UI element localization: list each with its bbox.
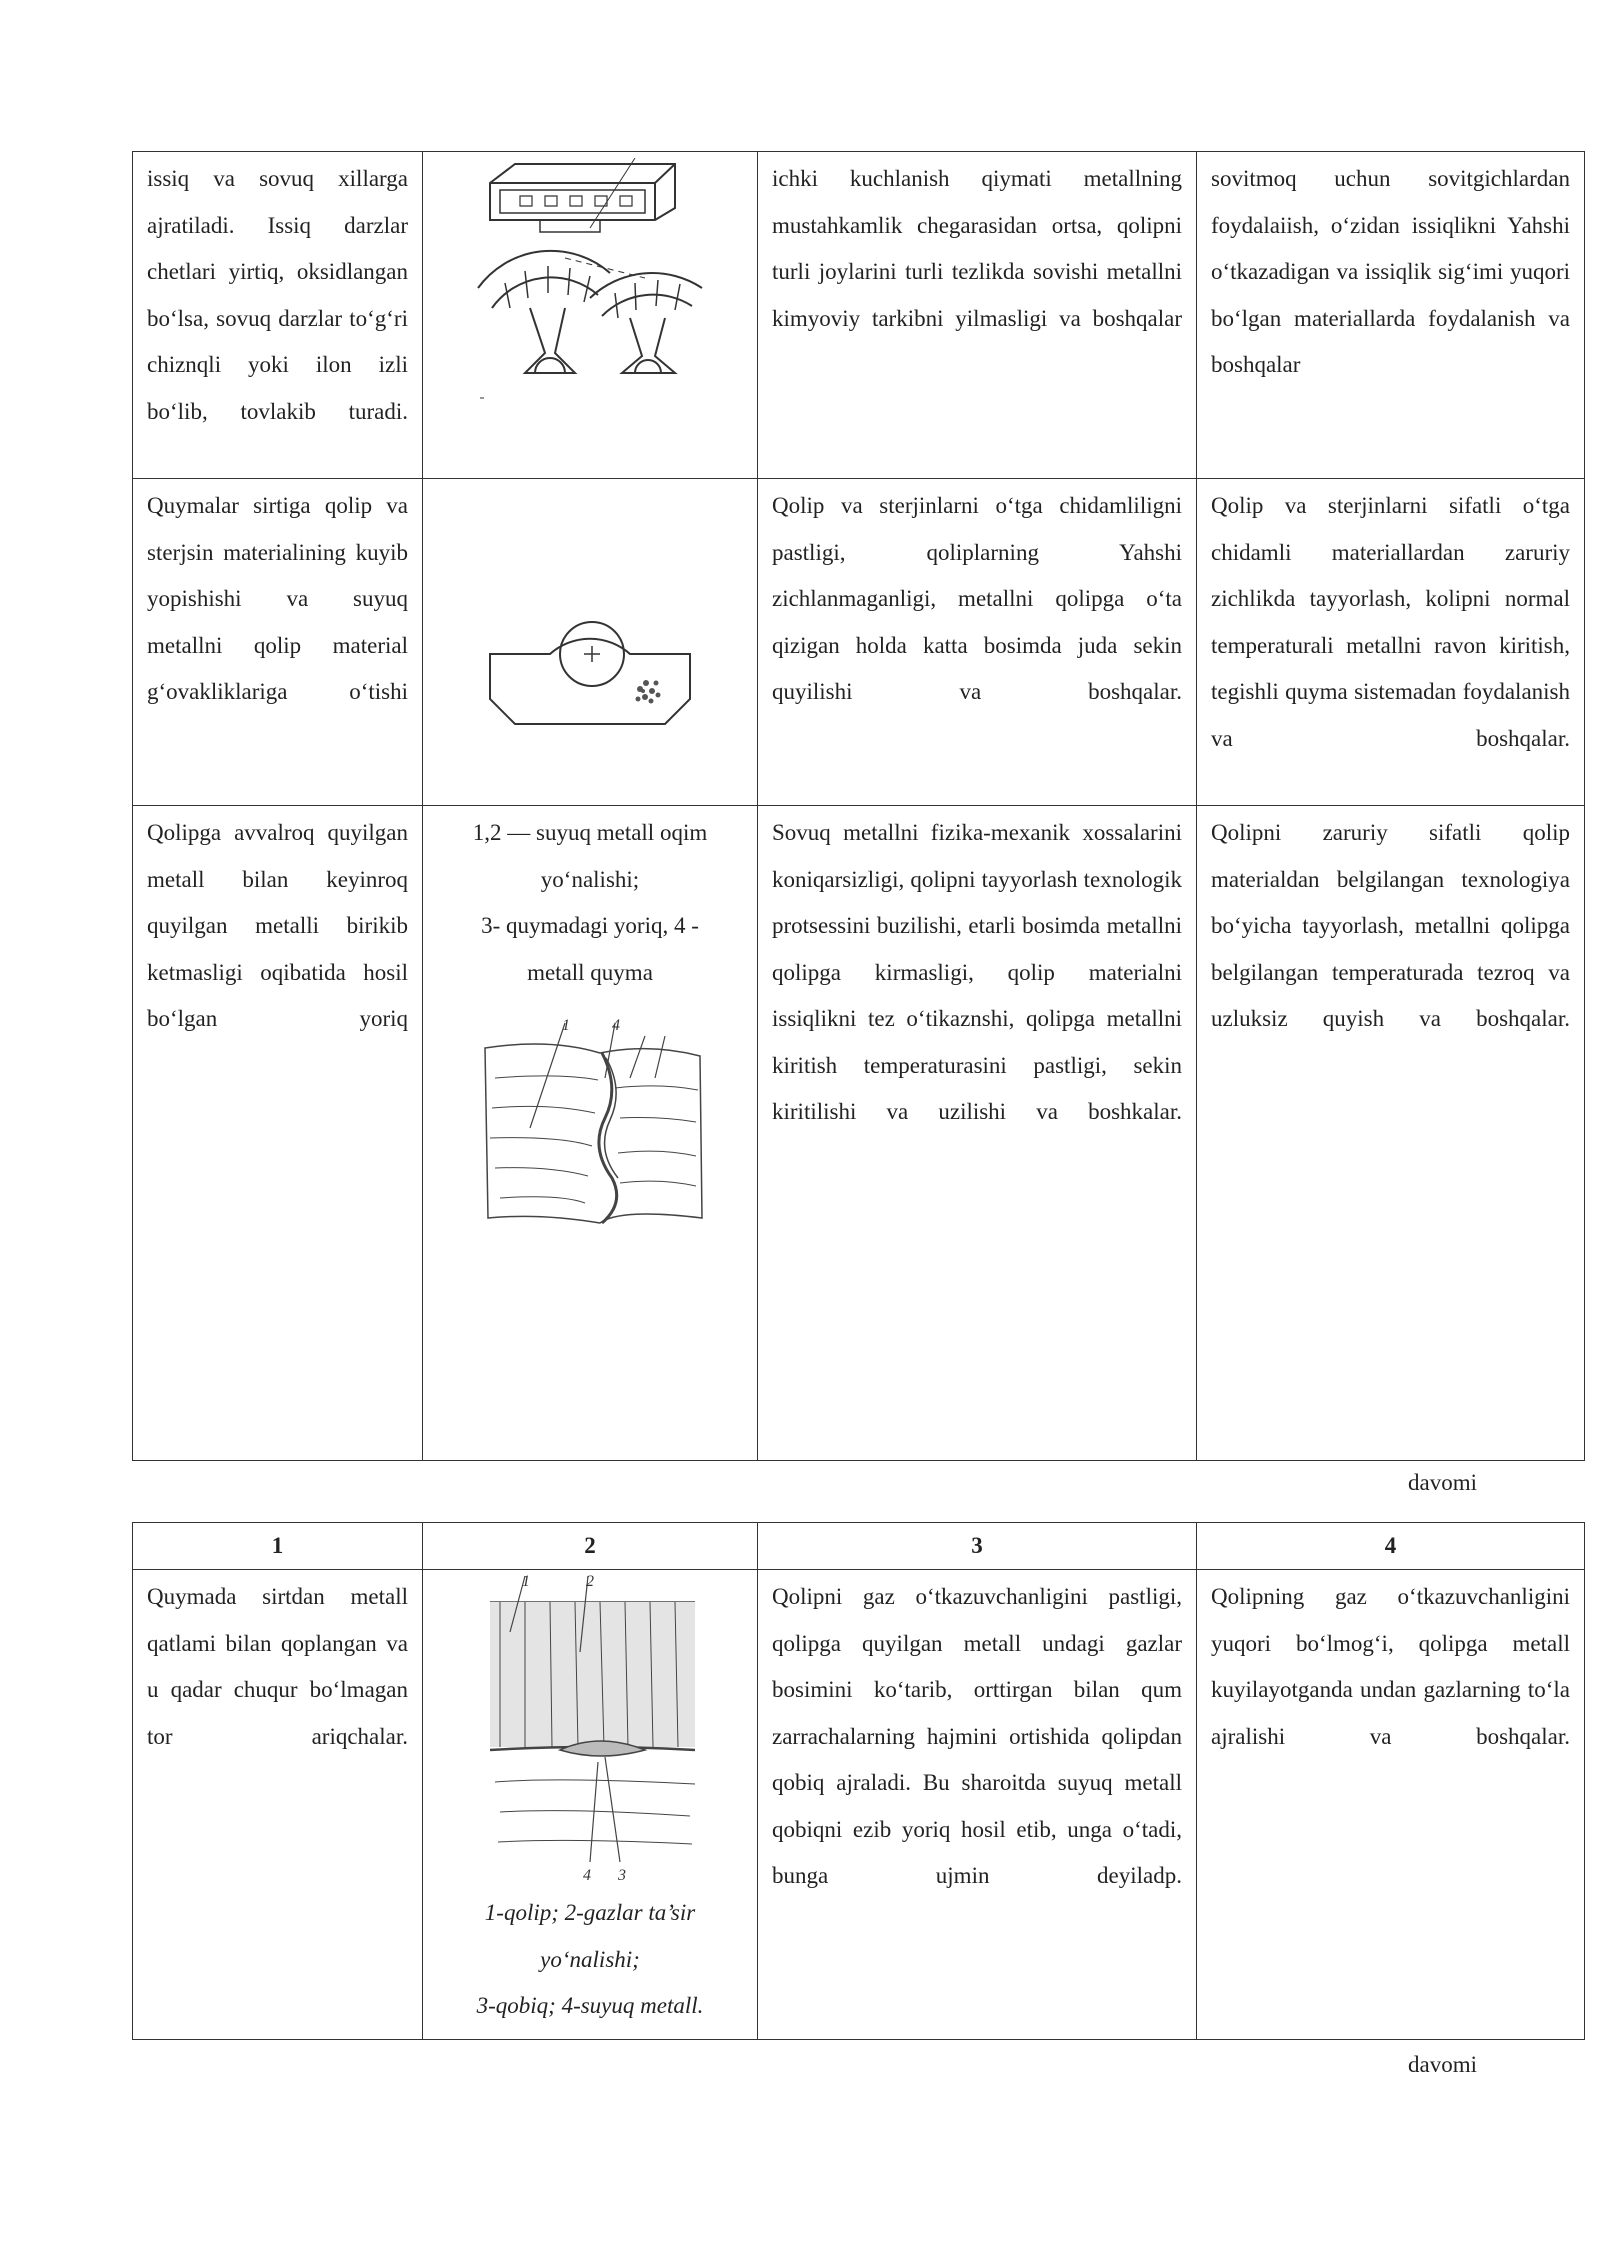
table-row xyxy=(133,479,1585,806)
figure-label: 1 xyxy=(522,1573,530,1590)
defects-table-part1 xyxy=(132,151,1585,1461)
scab-figure xyxy=(470,1572,710,1890)
figure-caption-line: yo‘nalishi; xyxy=(540,1946,640,1972)
figure-caption-line: yo‘nalishi; xyxy=(540,866,640,892)
defect-remedy-cell: Qolipning gaz o‘tkazuvchanligini yuqori bo‘lmog‘i, qolipga metall kuyilayotganda undan gazlarning to‘la ajralishi va boshqalar. xyxy=(1197,1570,1585,2040)
defect-cause-cell: Qolipni gaz o‘tkazuvchanligini pastligi, qolipga quyilgan metall undagi gazlar bosimini ko‘tarib, orttirgan bilan qum zarrachalarning hajmini ortishida qolipdan qobiq ajraladi. Bu sharoitda suyuq metall qobiqni ezib yoriq hosil etib, unga o‘tadi, bunga ujmin deyiladp. xyxy=(758,1570,1197,2040)
continuation-label: davomi xyxy=(1408,1470,1477,1495)
burn-on-figure xyxy=(480,579,700,729)
continuation-label: davomi xyxy=(1408,2052,1477,2077)
figure-label: 4 xyxy=(583,1867,591,1884)
table-row xyxy=(133,1570,1585,2040)
figure-caption-line: 3- quymadagi yoriq, 4 - xyxy=(481,913,699,938)
casting-crack-figure xyxy=(470,158,710,428)
figure-label: 2 xyxy=(586,1573,594,1590)
cold-shut-figure xyxy=(470,1018,710,1243)
figure-label: 3 xyxy=(618,1867,626,1884)
defect-remedy-cell: sovitmoq uchun sovitgichlardan foydalaiish, o‘zidan issiqlikni Yahshi o‘tkazadigan va issiqlik sig‘imi yuqori bo‘lgan materiallarda foydalanish va boshqalar xyxy=(1197,152,1585,479)
defect-description-cell: issiq va sovuq xillarga ajratiladi. Issiq darzlar chetlari yirtiq, oksidlangan bo‘lsa, sovuq darzlar to‘g‘ri chiznqli yoki ilon izli bo‘lib, tovlakib turadi. xyxy=(133,152,423,479)
figure-label: 1 xyxy=(562,1018,570,1034)
column-header: 1 xyxy=(133,1523,423,1570)
figure-cell xyxy=(423,479,758,806)
defect-remedy-cell: Qolip va sterjinlarni sifatli o‘tga chidamli materiallardan zaruriy zichlikda tayyorlash, kolipni normal temperaturali metallni ravon kiritish, tegishli quyma sistemadan foydalanish va boshqalar. xyxy=(1197,479,1585,806)
figure-cell xyxy=(423,806,758,1461)
column-header: 3 xyxy=(758,1523,1197,1570)
figure-caption-line: 1,2 — suyuq metall oqim xyxy=(472,820,708,845)
defect-description-cell: Quymada sirtdan metall qatlami bilan qoplangan va u qadar chuqur bo‘lmagan tor ariqchalar. xyxy=(133,1570,423,2040)
defect-cause-cell: Sovuq metallni fizika-mexanik xossalarini koniqarsizligi, qolipni tayyorlash texnologik protsessini buzilishi, etarli bosimda metallni qolipga kirmasligi, qolip materialni issiqlikni tez o‘tikaznshi, qolipga metallni kiritish temperaturasini pastligi, sekin kiritilishi va uzilishi va boshkalar. xyxy=(758,806,1197,1461)
figure-label: 4 xyxy=(612,1018,620,1034)
defect-remedy-cell: Qolipni zaruriy sifatli qolip materialdan belgilangan texnologiya bo‘yicha tayyorlash, metallni qolipga belgilangan temperaturada tezroq va uzluksiz quyish va boshqalar. xyxy=(1197,806,1585,1461)
figure-caption-line: 1-qolip; 2-gazlar ta’sir xyxy=(484,1900,696,1925)
figure-caption-line: 3-qobiq; 4-suyuq metall. xyxy=(476,1993,704,2018)
figure-cell xyxy=(423,152,758,479)
table-row xyxy=(133,152,1585,479)
figure-cell xyxy=(423,1570,758,2040)
figure-caption-line: metall quyma xyxy=(527,959,653,985)
defects-table-part2 xyxy=(132,1522,1585,2040)
defect-cause-cell: ichki kuchlanish qiymati metallning mustahkamlik chegarasidan ortsa, qolipni turli joylarini turli tezlikda sovishi metallni kimyoviy tarkibni yilmasligi va boshqalar xyxy=(758,152,1197,479)
column-header: 4 xyxy=(1197,1523,1585,1570)
table-row xyxy=(133,806,1585,1461)
defect-description-cell: Quymalar sirtiga qolip va sterjsin materialining kuyib yopishishi va suyuq metallni qolip material g‘ovakliklariga o‘tishi xyxy=(133,479,423,806)
table-header-row xyxy=(133,1523,1585,1570)
defect-cause-cell: Qolip va sterjinlarni o‘tga chidamliligni pastligi, qoliplarning Yahshi zichlanmaganligi, metallni qolipga o‘ta qizigan holda katta bosimda juda sekin quyilishi va boshqalar. xyxy=(758,479,1197,806)
defect-description-cell: Qolipga avvalroq quyilgan metall bilan keyinroq quyilgan metalli birikib ketmasligi oqibatida hosil bo‘lgan yoriq xyxy=(133,806,423,1461)
column-header: 2 xyxy=(423,1523,758,1570)
